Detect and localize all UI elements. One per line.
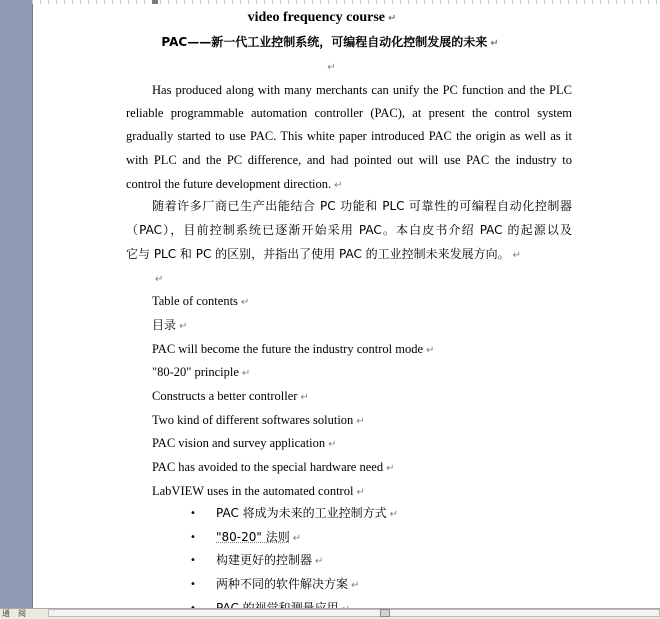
toc-item: Constructs a better controller ↵ (152, 389, 309, 403)
paragraph-mark: ↵ (334, 180, 343, 191)
paragraph-mark: ↵ (179, 321, 188, 332)
status-bar (0, 608, 660, 619)
bullet-icon: • (190, 532, 196, 543)
view-reading-button[interactable]: 阅 (18, 609, 26, 618)
english-paragraph-line: control the future development direction. ↵ (126, 177, 343, 191)
paragraph-mark: ↵ (388, 13, 397, 24)
bullet-item: 构建更好的控制器 ↵ (216, 553, 324, 567)
bullet-item: 两种不同的软件解决方案 ↵ (216, 577, 360, 591)
paragraph-mark: ↵ (356, 416, 365, 427)
left-margin-gutter (0, 0, 33, 609)
chinese-paragraph-line: 随着许多厂商已生产出能结合 PC 功能和 PLC 可靠性的可编程自动化控制器 (152, 199, 572, 213)
document-page[interactable] (32, 4, 660, 609)
toc-heading: Table of contents ↵ (152, 294, 250, 308)
paragraph-mark: ↵ (300, 392, 309, 403)
bullet-icon: • (190, 555, 196, 566)
english-paragraph-line: Has produced along with many merchants can unify the PC function and the PLC (152, 83, 572, 97)
toc-item: Two kind of different softwares solution ↵ (152, 413, 365, 427)
paragraph-mark: ↵ (240, 297, 250, 308)
toc-item: "80-20" principle ↵ (152, 365, 251, 379)
paragraph-mark: ↵ (356, 487, 365, 498)
bullet-icon: • (190, 508, 196, 519)
paragraph-mark: ↵ (389, 509, 399, 520)
paragraph-mark: ↵ (386, 463, 395, 474)
english-paragraph-line: with PLC and the PC difference, and had pointed out will use PAC the industry to (126, 153, 572, 167)
paragraph-mark: ↵ (327, 62, 336, 73)
toc-heading-zh: 目录 ↵ (152, 318, 188, 332)
paragraph-mark: ↵ (155, 274, 164, 285)
document-subtitle: PAC——新一代工业控制系统，可编程自动化控制发展的未来 ↵ (161, 35, 499, 49)
toc-item: PAC vision and survey application ↵ (152, 436, 337, 450)
toc-item: PAC will become the future the industry control mode ↵ (152, 342, 435, 356)
scrollbar-thumb[interactable] (380, 609, 390, 617)
toc-item: PAC has avoided to the special hardware need ↵ (152, 460, 395, 474)
bullet-item: PAC 将成为未来的工业控制方式 ↵ (216, 506, 399, 520)
chinese-paragraph-line: （PAC），目前控制系统已逐渐开始采用 PAC。本白皮书介绍 PAC 的起源以及 (126, 223, 572, 237)
english-paragraph-line: gradually started to use PAC. This white paper introduced PAC the origin as well as it (126, 129, 572, 143)
toc-item: LabVIEW uses in the automated control ↵ (152, 484, 365, 498)
horizontal-scrollbar[interactable] (48, 609, 660, 617)
paragraph-mark: ↵ (292, 533, 302, 544)
paragraph-mark: ↵ (426, 345, 435, 356)
english-paragraph-line: reliable programmable automation controller (PAC), at present the control system (126, 106, 572, 120)
view-normal-button[interactable]: 通 (2, 609, 10, 618)
paragraph-mark: ↵ (241, 368, 251, 379)
empty-paragraph (152, 270, 163, 288)
paragraph-mark: ↵ (512, 250, 522, 261)
empty-paragraph (32, 58, 628, 76)
paragraph-mark: ↵ (315, 556, 324, 567)
bullet-item: "80-20" 法则 ↵ (216, 530, 302, 544)
paragraph-mark: ↵ (490, 38, 499, 49)
chinese-paragraph-line: 它与 PLC 和 PC 的区别，并指出了使用 PAC 的工业控制未来发展方向。 ↵ (126, 247, 522, 261)
paragraph-mark: ↵ (351, 580, 360, 591)
document-title: video frequency course ↵ (247, 10, 397, 25)
paragraph-mark: ↵ (328, 439, 337, 450)
bullet-icon: • (190, 579, 196, 590)
